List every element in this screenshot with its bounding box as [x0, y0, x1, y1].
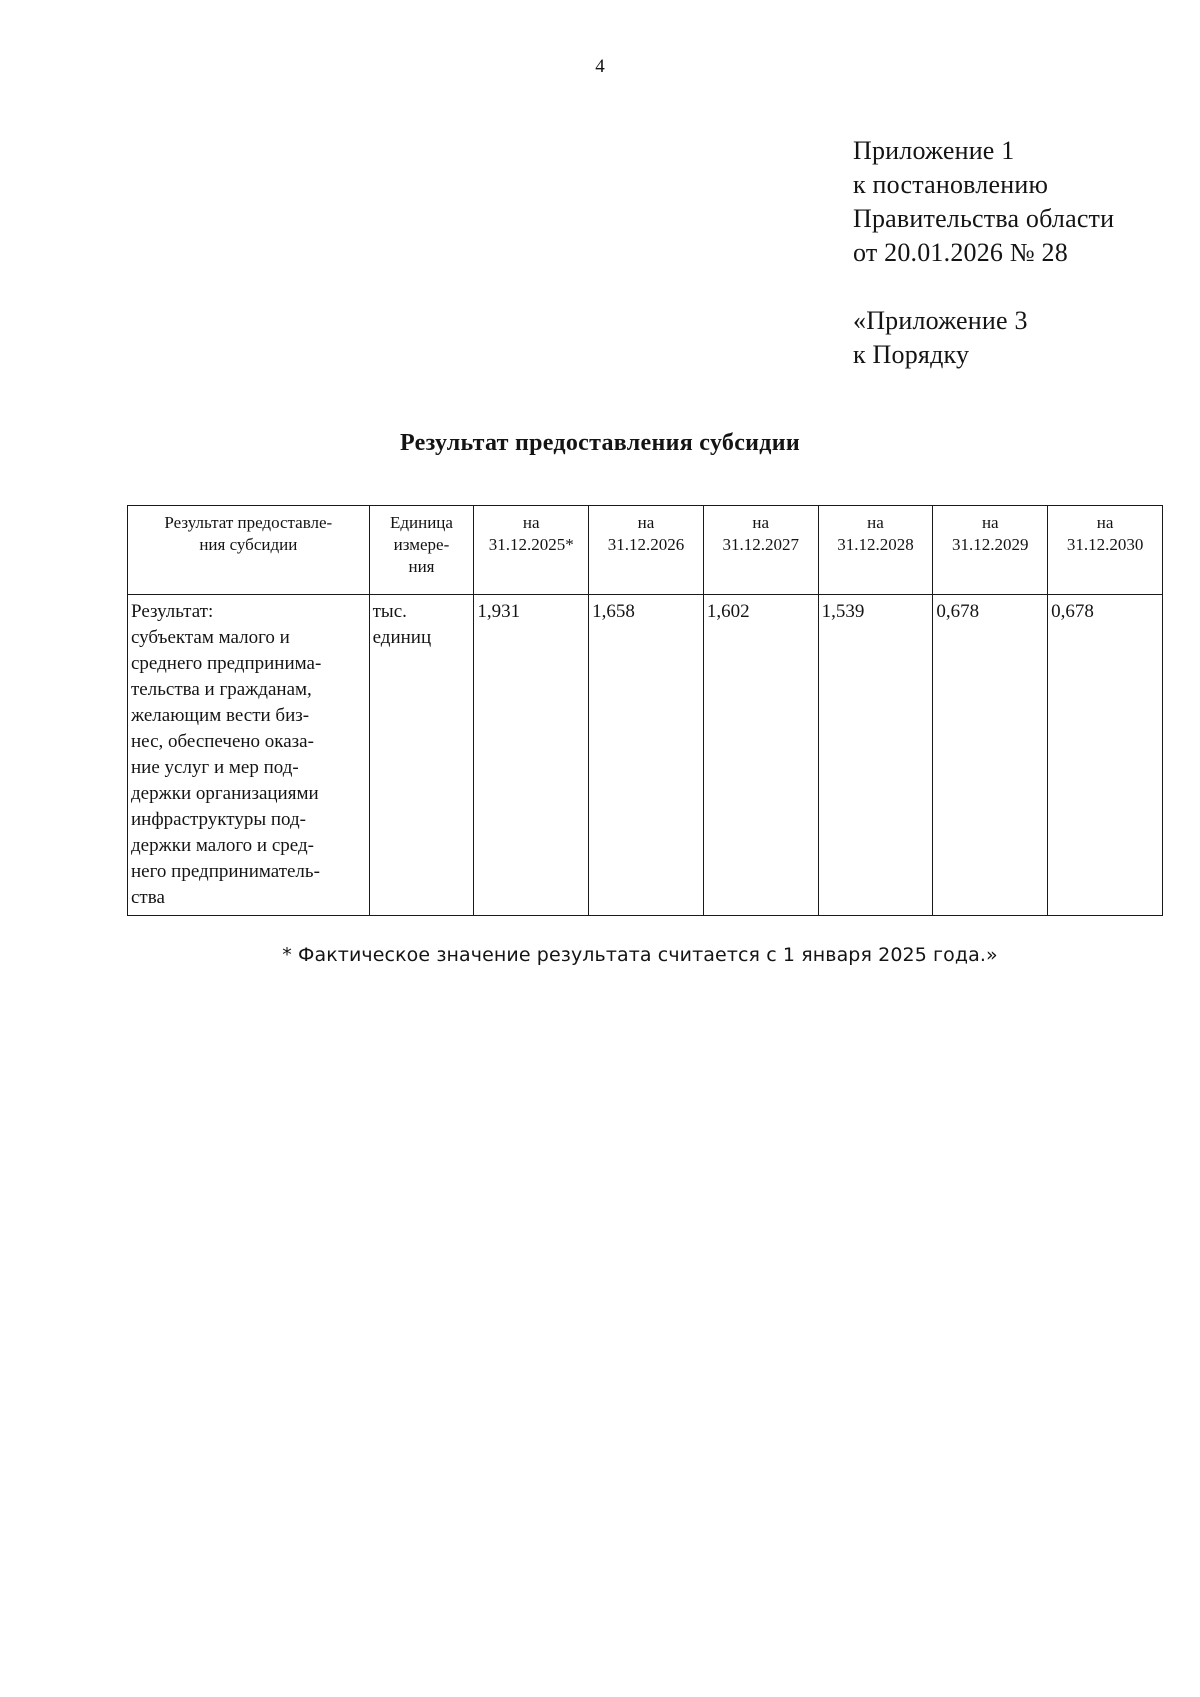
result-line: тельства и гражданам,	[131, 679, 312, 700]
result-line: Результат:	[131, 601, 214, 622]
header-line: 31.12.2026	[607, 535, 685, 554]
result-line: нес, обеспечено оказа-	[131, 731, 314, 752]
page-number: 4	[595, 56, 605, 77]
header-year-2026	[589, 506, 704, 595]
appendix-line: к Порядку	[853, 340, 970, 369]
header-line: ния субсидии	[199, 535, 298, 554]
header-line: 31.12.2028	[837, 535, 914, 554]
header-year-2027	[703, 506, 818, 595]
table-row	[128, 595, 1163, 916]
attachment-line: к постановлению	[853, 170, 1049, 199]
header-year-2028	[818, 506, 933, 595]
result-line: ние услуг и мер под-	[131, 757, 299, 778]
footnote: * Фактическое значение результата считается с 1 января 2025 года.»	[282, 944, 998, 966]
document-title: Результат предоставления субсидии	[399, 430, 801, 456]
header-line: измере-	[393, 535, 450, 554]
header-line: Единица	[389, 513, 453, 532]
results-table	[127, 505, 1163, 916]
table-header-row	[128, 506, 1163, 595]
attachment-spacer	[853, 270, 1114, 304]
header-year-2029	[933, 506, 1048, 595]
result-line: субъектам малого и	[131, 627, 290, 648]
header-line: на	[752, 513, 770, 532]
result-line: среднего предпринима-	[131, 653, 322, 674]
header-line: 31.12.2025*	[488, 535, 574, 554]
header-line: ния	[408, 557, 435, 576]
attachment-line: от 20.01.2026 № 28	[853, 238, 1068, 267]
result-line: инфраструктуры под-	[131, 809, 306, 830]
result-line: него предприниматель-	[131, 861, 320, 882]
header-line: на	[522, 513, 540, 532]
result-line: держки организациями	[131, 783, 319, 804]
header-year-2030	[1048, 506, 1163, 595]
result-description-cell	[128, 595, 370, 916]
header-line: 31.12.2030	[1066, 535, 1144, 554]
attachment-block	[853, 134, 1114, 372]
value-2029-cell: 0,678	[933, 595, 1048, 916]
result-line: желающим вести биз-	[131, 705, 310, 726]
header-line: Результат предоставле-	[164, 513, 333, 532]
header-line: на	[637, 513, 655, 532]
unit-line: тыс.	[372, 601, 407, 622]
value-2028-cell: 1,539	[818, 595, 933, 916]
attachment-line: Правительства области	[853, 204, 1115, 233]
value-2030-cell: 0,678	[1048, 595, 1163, 916]
header-line: на	[981, 513, 999, 532]
header-line: на	[1096, 513, 1114, 532]
header-line: на	[867, 513, 884, 532]
header-line: 31.12.2027	[722, 535, 799, 554]
result-line: ства	[131, 887, 165, 908]
header-year-2025	[474, 506, 589, 595]
attachment-line: Приложение 1	[853, 136, 1015, 165]
header-line: 31.12.2029	[952, 535, 1029, 554]
header-result	[128, 506, 370, 595]
value-2027-cell: 1,602	[703, 595, 818, 916]
result-line: держки малого и сред-	[131, 835, 314, 856]
unit-cell	[369, 595, 474, 916]
value-2026-cell: 1,658	[589, 595, 704, 916]
header-unit	[369, 506, 474, 595]
appendix-line: «Приложение 3	[853, 306, 1028, 335]
unit-line: единиц	[372, 627, 432, 648]
value-2025-cell: 1,931	[474, 595, 589, 916]
